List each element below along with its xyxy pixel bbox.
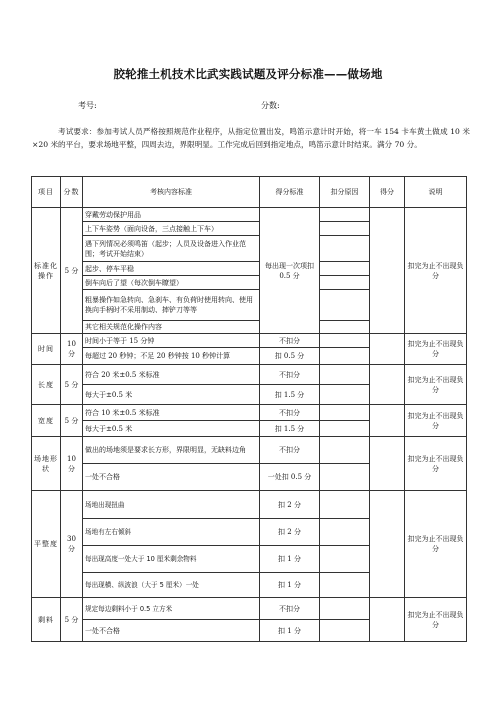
standard-cell: 扣 1.5 分 [260,385,320,405]
score-cell [370,437,405,491]
content-cell: 起步、停车平稳 [83,262,260,276]
content-cell: 上下车姿势（面向设备，三点接触上下车） [83,222,260,236]
standard-cell: 扣 1.5 分 [260,421,320,437]
deduct-reason-cell [320,421,370,437]
standard-cell: 扣 1 分 [260,573,320,598]
standard-cell: 不扣分 [260,334,320,348]
standard-cell: 扣 2 分 [260,519,320,546]
standard-cell: 扣 0.5 分 [260,348,320,365]
note-cell: 扣完为止不出现负分 [405,334,467,365]
item-cell: 宽度 [32,405,61,437]
header-deduct-reason: 扣分原因 [320,177,370,208]
item-cell: 长度 [32,365,61,405]
standard-cell: 不扣分 [260,437,320,464]
scoring-table [31,176,467,642]
points-cell: 5 分 [61,365,83,405]
header-item: 项目 [32,177,61,208]
deduct-reason-cell [320,464,370,491]
standard-cell: 扣 1 分 [260,546,320,573]
content-cell: 每大于±0.5 米 [83,421,260,437]
header-score: 得分 [370,177,405,208]
deduct-reason-cell [320,491,370,519]
table-row [32,598,467,620]
item-cell: 时间 [32,334,61,365]
page-title: 胶轮推土机技术比武实践试题及评分标准——做场地 [113,67,383,81]
deduct-reason-cell [320,546,370,573]
points-cell: 10 分 [61,437,83,491]
content-cell: 每出现横、纵波浪（大于 5 厘米）一处 [83,573,260,598]
content-cell: 每大于±0.5 米 [83,385,260,405]
deduct-reason-cell [320,348,370,365]
score-cell [370,405,405,437]
item-cell: 平整度 [32,491,61,598]
points-cell: 5 分 [61,598,83,642]
exam-number-label: 考号: [78,101,97,110]
content-cell: 场地有左右倾斜 [83,519,260,546]
score-cell [370,598,405,642]
content-cell: 时间小于等于 15 分钟 [83,334,260,348]
score-cell [370,208,405,334]
content-cell: 穿戴劳动保护用品 [83,208,260,222]
table-row [32,437,467,464]
note-cell: 扣完为止不出现负分 [405,405,467,437]
content-cell: 其它相关规范化操作内容 [83,321,260,334]
deduct-reason-cell [320,276,370,290]
table-row [32,334,467,348]
content-cell: 一处不合格 [83,464,260,491]
standard-cell: 一处扣 0.5 分 [260,464,320,491]
content-cell: 符合 10 米±0.5 米标准 [83,405,260,421]
header-content: 考核内容标准 [83,177,260,208]
note-cell: 扣完为止不出现负分 [405,437,467,491]
item-cell: 剩料 [32,598,61,642]
points-cell: 5 分 [61,208,83,334]
deduct-reason-cell [320,208,370,222]
table-row [32,208,467,222]
content-cell: 规定每边剩料小于 0.5 立方米 [83,598,260,620]
note-cell: 扣完为止不出现负分 [405,598,467,642]
item-cell: 标准化操作 [32,208,61,334]
standard-cell: 不扣分 [260,405,320,421]
content-cell: 倒车向后了望（每次倒车瞭望） [83,276,260,290]
standard-cell: 不扣分 [260,365,320,385]
note-cell: 扣完为止不出现负分 [405,491,467,598]
header-row [32,177,467,208]
item-cell: 场地形状 [32,437,61,491]
deduct-reason-cell [320,573,370,598]
deduct-reason-cell [320,519,370,546]
deduct-reason-cell [320,321,370,334]
table-row [32,365,467,385]
deduct-reason-cell [320,385,370,405]
score-cell [370,334,405,365]
deduct-reason-cell [320,290,370,321]
deduct-reason-cell [320,236,370,262]
deduct-reason-cell [320,222,370,236]
note-cell: 扣完为止不出现负分 [405,365,467,405]
standard-cell: 不扣分 [260,598,320,620]
exam-requirements: 考试要求：参加考试人员严格按照规范作业程序，从指定位置出发，鸣笛示意计时开始，将一车 154 卡车黄土做成 10 米×20 米的平台，要求场地平整，四周去边，界限明显。工作完成后回到指定地点，鸣笛示意计时结束。满分 70 分。 [32,127,470,149]
deduct-reason-cell [320,365,370,385]
content-cell: 每超过 20 秒钟；不足 20 秒钟按 10 秒钟计算 [83,348,260,365]
points-cell: 5 分 [61,405,83,437]
standard-cell: 扣 2 分 [260,491,320,519]
header-standard: 得分标准 [260,177,320,208]
header-note: 说明 [405,177,467,208]
content-cell: 符合 20 米±0.5 米标准 [83,365,260,385]
deduct-reason-cell [320,262,370,276]
score-cell [370,491,405,598]
content-cell: 粗暴操作如急转向、急刹车、有负荷时使用转向、使用换向手柄时不采用制动、摔铲刀等等 [83,290,260,321]
deduct-reason-cell [320,620,370,642]
deduct-reason-cell [320,405,370,421]
points-cell: 30 分 [61,491,83,598]
deduct-reason-cell [320,598,370,620]
note-cell: 扣完为止不出现负分 [405,208,467,334]
content-cell: 遇下列情况必须鸣笛（起步；人员及设备进入作业范围；考试开始结束） [83,236,260,262]
content-cell: 每出现高度一处大于 10 厘米剩余物料 [83,546,260,573]
table-row [32,405,467,421]
standard-cell: 扣 1 分 [260,620,320,642]
content-cell: 做出的场地须是要求长方形，界限明显，无缺料边角 [83,437,260,464]
standard-cell: 每出现一次项扣 0.5 分 [260,208,320,334]
content-cell: 一处不合格 [83,620,260,642]
table-row [32,491,467,519]
score-cell [370,365,405,405]
deduct-reason-cell [320,334,370,348]
header-points: 分数 [61,177,83,208]
score-label: 分数: [261,101,280,110]
content-cell: 场地出现扭曲 [83,491,260,519]
deduct-reason-cell [320,437,370,464]
points-cell: 10 分 [61,334,83,365]
